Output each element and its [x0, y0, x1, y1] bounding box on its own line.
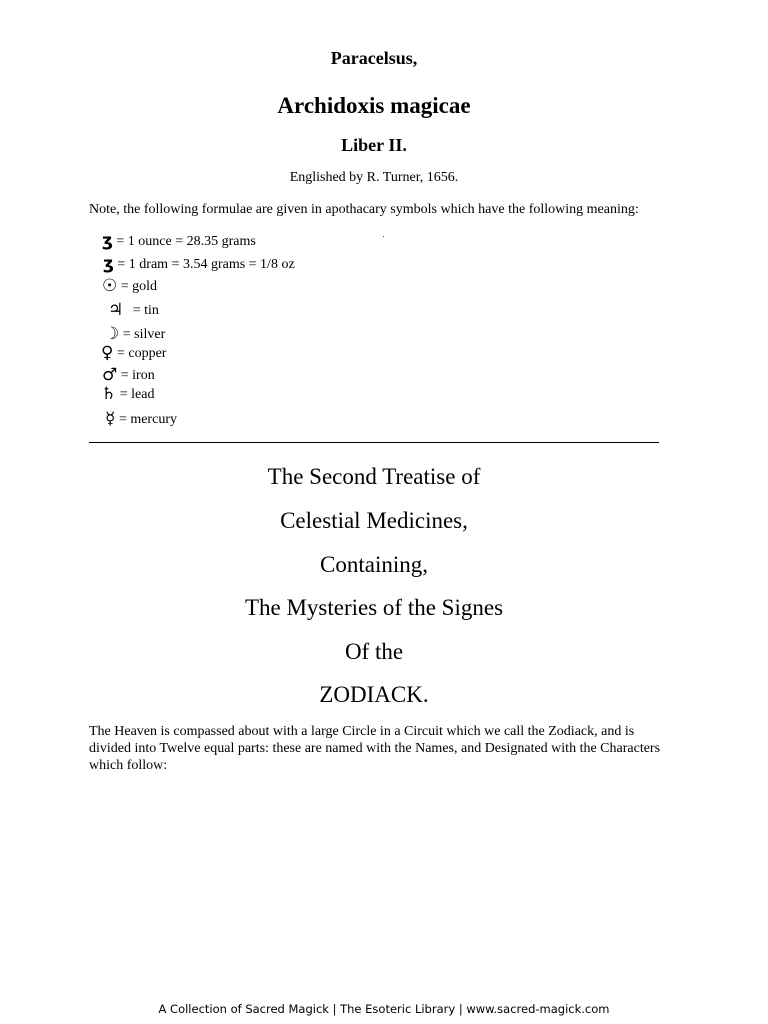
- symbol-row-ounce: [102, 232, 256, 251]
- page-title: Archidoxis magicae: [277, 93, 471, 118]
- page-footer: A Collection of Sacred Magick | The Esoteric Library | www.sacred-magick.com: [158, 1002, 610, 1016]
- treatise-line: The Mysteries of the Signes: [244, 595, 504, 620]
- venus-copper-icon: ♀: [101, 343, 114, 363]
- symbol-meaning: = 1 dram = 3.54 grams = 1/8 oz: [117, 257, 295, 272]
- translator-line: Englished by R. Turner, 1656.: [289, 170, 459, 185]
- symbol-row-copper: [101, 344, 166, 363]
- body-paragraph: The Heaven is compassed about with a large Circle in a Circuit which we call the Zodiack, and is divided into Twelve equal parts: these are named with the Names, and Designated with the Characters which follow:: [89, 724, 661, 773]
- stray-dot: [383, 236, 384, 237]
- symbol-row-gold: [102, 277, 157, 296]
- symbol-meaning: = tin: [132, 303, 159, 318]
- book-heading: Liber II.: [341, 135, 407, 155]
- symbol-row-dram: [103, 255, 295, 274]
- symbol-meaning: = silver: [122, 327, 166, 342]
- treatise-line: Containing,: [320, 552, 428, 577]
- dram-symbol-icon: ʒ: [103, 254, 114, 274]
- symbol-row-mercury: [105, 410, 177, 429]
- moon-silver-icon: ☽: [104, 324, 120, 344]
- sun-gold-icon: ☉: [102, 276, 118, 296]
- author-heading: Paracelsus,: [330, 48, 418, 68]
- saturn-lead-icon: ♄: [101, 384, 117, 404]
- symbol-meaning: = gold: [120, 279, 158, 294]
- horizontal-divider: [89, 442, 659, 443]
- symbol-meaning: = 1 ounce = 28.35 grams: [116, 234, 256, 249]
- treatise-line: The Second Treatise of: [267, 464, 481, 489]
- symbol-row-tin: [108, 301, 159, 320]
- symbol-meaning: = copper: [116, 346, 167, 361]
- mercury-icon: ☿: [105, 409, 116, 429]
- symbol-meaning: = mercury: [118, 412, 177, 427]
- treatise-line: Of the: [344, 639, 404, 664]
- ounce-symbol-icon: ʒ: [102, 231, 113, 251]
- symbol-meaning: = lead: [119, 387, 155, 402]
- symbol-meaning: = iron: [120, 368, 155, 383]
- symbol-note: Note, the following formulae are given in apothacary symbols which have the following meaning:: [89, 202, 639, 217]
- mars-iron-icon: ♂: [102, 365, 118, 385]
- symbol-row-iron: [102, 366, 155, 385]
- treatise-line: ZODIACK.: [319, 682, 429, 707]
- symbol-row-silver: [104, 325, 165, 344]
- symbol-row-lead: [101, 385, 154, 404]
- treatise-line: Celestial Medicines,: [280, 508, 468, 533]
- jupiter-tin-icon: ♃: [108, 300, 124, 320]
